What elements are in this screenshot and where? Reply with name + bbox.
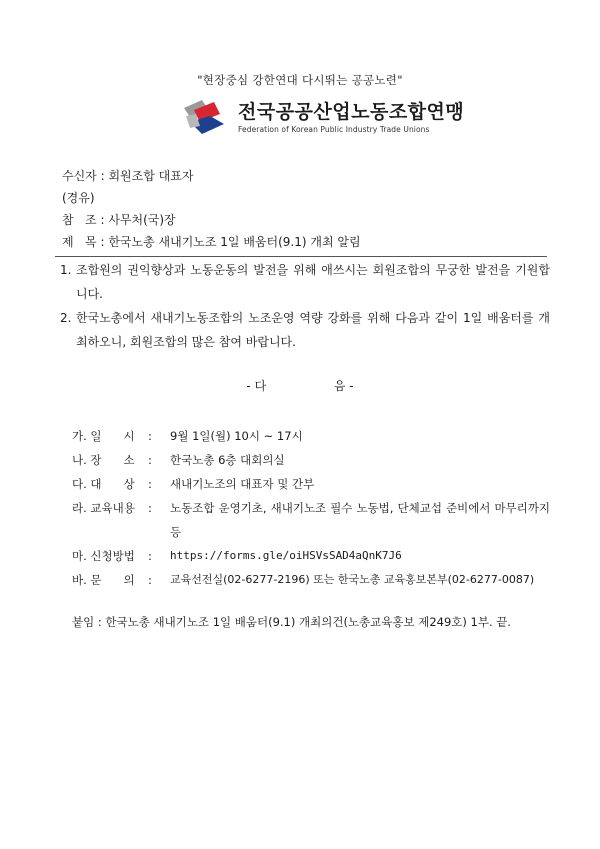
reference-line: 참 조 : 사무처(국)장	[62, 213, 176, 227]
section-heading	[0, 377, 600, 394]
paragraph-2	[60, 306, 550, 354]
reference-value: 사무처(국)장	[108, 213, 176, 227]
org-name-english: Federation of Korean Public Industry Trade Unions	[238, 124, 430, 134]
org-logo	[180, 96, 464, 138]
attachment-line: 붙임 : 한국노총 새내기노조 1일 배움터(9.1) 개최의건(노총교육홍보 제249호) 1부. 끝.	[72, 615, 512, 629]
detail-value: 새내기노조의 대표자 및 간부	[170, 477, 315, 491]
detail-value: 한국노총 6층 대회의실	[170, 453, 285, 467]
paragraph-number: 2.	[60, 311, 72, 325]
subject-line: 제 목 : 한국노총 새내기노조 1일 배움터(9.1) 개최 알림	[62, 235, 361, 249]
detail-label: 바. 문 의	[72, 573, 135, 587]
via-label: (경유)	[62, 191, 95, 205]
paragraph-1	[60, 258, 550, 306]
recipient-value: 회원조합 대표자	[108, 169, 194, 183]
application-link[interactable]: https://forms.gle/oiHSVsSAD4aQnK7J6	[170, 549, 402, 562]
detail-label: 다. 대 상	[72, 477, 135, 491]
paragraph-text: 조합원의 권익향상과 노동운동의 발전을 위해 애쓰시는 회원조합의 무궁한 발전을 기원합니다.	[76, 263, 550, 301]
via-line	[62, 190, 95, 206]
paragraph-number: 1.	[60, 263, 72, 277]
detail-value: 9월 1일(월) 10시 ~ 17시	[170, 429, 303, 443]
detail-value: 교육선전실(02-6277-2196) 또는 한국노총 교육홍보본부(02-6277-0087)	[170, 573, 535, 586]
org-name-korean: 전국공공산업노동조합연맹	[238, 100, 465, 123]
detail-label: 가. 일 시	[72, 429, 135, 443]
section-heading-left: - 다	[246, 379, 267, 393]
reference-label: 참 조	[62, 213, 97, 227]
subject-value: 한국노총 새내기노조 1일 배움터(9.1) 개최 알림	[108, 235, 361, 249]
recipient-label: 수신자	[62, 169, 97, 183]
section-heading-right: 음 -	[333, 379, 354, 393]
detail-value: 노동조합 운영기초, 새내기노조 필수 노동법, 단체교섭 준비에서 마무리까지 등	[170, 501, 550, 539]
recipient-line: 수신자 : 회원조합 대표자	[62, 169, 194, 183]
detail-label: 라. 교육내용	[72, 501, 135, 515]
federation-logo-icon	[180, 96, 230, 138]
detail-label: 나. 장 소	[72, 453, 135, 467]
subject-label: 제 목	[62, 235, 97, 249]
detail-label: 마. 신청방법	[72, 549, 135, 563]
header-divider	[55, 256, 547, 257]
paragraph-text: 한국노총에서 새내기노동조합의 노조운영 역량 강화를 위해 다음과 같이 1일 배움터를 개최하오니, 회원조합의 많은 참여 바랍니다.	[76, 311, 550, 349]
slogan: "현장중심 강한연대 다시뛰는 공공노련"	[197, 73, 403, 87]
detail-row-content: 라. 교육내용 : 노동조합 운영기초, 새내기노조 필수 노동법, 단체교섭 준비에서 마무리까지 등	[72, 496, 550, 544]
